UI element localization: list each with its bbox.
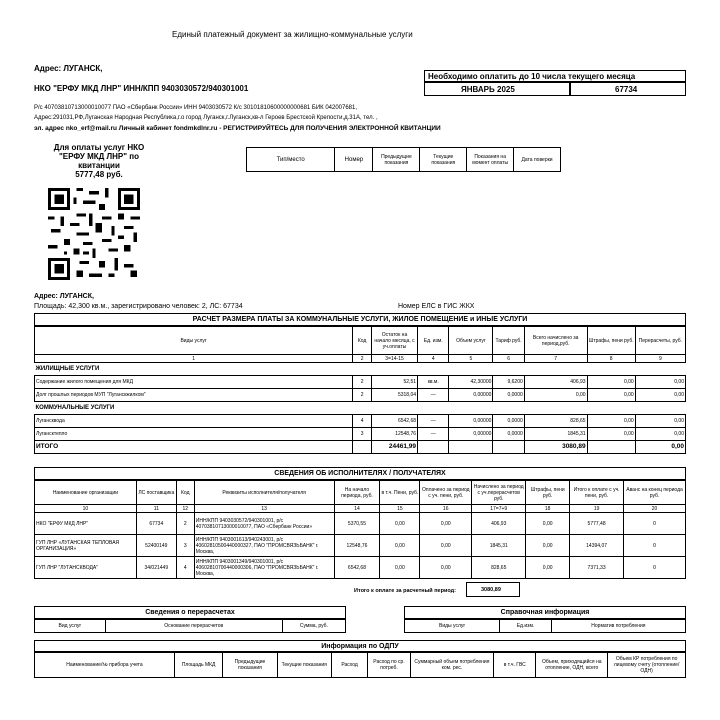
meters-header-cell: Текущие показания xyxy=(420,148,467,172)
pay-block-amount: 5777,48 руб. xyxy=(75,170,123,179)
exec-cell: 406,93 xyxy=(472,513,526,535)
exec-cell: 2 xyxy=(176,513,194,535)
exec-num-cell: 18 xyxy=(526,505,570,513)
odpu-header-cell: Расход xyxy=(331,653,367,678)
calc-cell: 828,65 xyxy=(524,415,587,428)
ref-table xyxy=(404,619,686,633)
exec-cell: ИНН/КПП 9403001349/940301001, р/с 40602810700440000306, ПАО "ПРОМСВЯЗЬБАНК" г. Москва, xyxy=(194,557,334,579)
exec-num-cell: 16 xyxy=(420,505,472,513)
exec-cell: 5777,48 xyxy=(570,513,624,535)
calc-header-row xyxy=(35,327,686,355)
calc-total-cell xyxy=(449,441,493,454)
pay-block-line2: "ЕРФУ МКД ЛНР" по xyxy=(58,152,139,161)
exec-header-cell: Реквизиты исполнителя/получателя xyxy=(194,481,334,505)
calc-cell: 0,00000 xyxy=(449,389,493,402)
calc-header-cell: Всего начислено за период,руб. xyxy=(524,327,587,355)
exec-header-cell: ЛС поставщика xyxy=(136,481,176,505)
pay-due-box xyxy=(424,70,686,82)
exec-cell: 67734 xyxy=(136,513,176,535)
exec-header-cell: Оплачено за период с уч. пени, руб. xyxy=(420,481,472,505)
ref-title-text: Справочная информация xyxy=(500,609,590,616)
exec-cell: 0,00 xyxy=(420,557,472,579)
calc-title-text: РАСЧЕТ РАЗМЕРА ПЛАТЫ ЗА КОММУНАЛЬНЫЕ УСЛУГИ, ЖИЛОЕ ПОМЕЩЕНИЕ и ИНЫЕ УСЛУГИ xyxy=(192,316,528,323)
calc-cell: — xyxy=(418,389,449,402)
recalc-header-cell: Сумма, руб. xyxy=(282,620,345,633)
calc-cell: 0,00 xyxy=(587,389,635,402)
recalc-table xyxy=(34,619,346,633)
odpu-header-cell: Суммарный объем потребления ком. рес. xyxy=(410,653,493,678)
calc-total-label: ИТОГО xyxy=(35,441,353,454)
calc-group-row xyxy=(35,363,686,376)
calc-header-cell: Штрафы, пени руб. xyxy=(587,327,635,355)
calc-num-cell: 9 xyxy=(635,355,685,363)
calc-num-cell: 1 xyxy=(35,355,353,363)
calc-cell: — xyxy=(418,415,449,428)
ref-header-cell: Норматив потребления xyxy=(551,620,685,633)
odpu-title-text: Информация по ОДПУ xyxy=(321,643,399,650)
calc-num-cell: 7 xyxy=(524,355,587,363)
exec-header-cell: На начало периода, руб. xyxy=(334,481,380,505)
org-line: НКО "ЕРФУ МКД ЛНР" ИНН/КПП 9403030572/940301001 xyxy=(34,84,249,93)
exec-cell: 5370,55 xyxy=(334,513,380,535)
exec-cell: 0,00 xyxy=(420,513,472,535)
account-box xyxy=(570,82,686,96)
ref-header-cell: Ед.изм. xyxy=(500,620,552,633)
exec-cell: ГУП ЛНР "ЛУГАНСКВОДА" xyxy=(35,557,137,579)
ref-title xyxy=(404,606,686,619)
exec-cell: 1845,31 xyxy=(472,535,526,557)
exec-table xyxy=(34,480,686,579)
calc-cell: 0,00000 xyxy=(449,415,493,428)
exec-num-cell: 17=7+9 xyxy=(472,505,526,513)
odpu-header-cell: Наименование/№ прибора учета xyxy=(35,653,175,678)
calc-num-cell: 3=14-15 xyxy=(372,355,418,363)
calc-header-cell: Тариф руб. xyxy=(493,327,524,355)
calc-total-cell xyxy=(587,441,635,454)
exec-header-row xyxy=(35,481,686,505)
calc-cell: 12548,76 xyxy=(372,428,418,441)
calc-header-cell: Виды услуг xyxy=(35,327,353,355)
account-number: 67734 xyxy=(615,85,638,94)
bank-details: Р/с 40703810713000010077 ПАО «Сбербанк России» ИНН 9403030572 К/с 30101810600000000681 БИК 042007681, xyxy=(34,105,358,111)
odpu-header-cell: Расход по ср. потреб. xyxy=(368,653,410,678)
exec-num-cell: 14 xyxy=(334,505,380,513)
calc-cell: 0,0000 xyxy=(493,415,524,428)
exec-cell: 828,65 xyxy=(472,557,526,579)
exec-num-cell: 10 xyxy=(35,505,137,513)
period-box xyxy=(424,82,570,96)
pay-block-line3: квитанции xyxy=(78,161,120,170)
doc-title: Единый платежный документ за жилищно-коммунальные услуги xyxy=(172,30,413,39)
calc-cell: 0,0000 xyxy=(493,428,524,441)
calc-cell: 0,00000 xyxy=(449,428,493,441)
recalc-header-cell: Вид услуг xyxy=(35,620,106,633)
recalc-title-text: Сведения о перерасчетах xyxy=(145,609,235,616)
calc-cell: 3 xyxy=(353,428,372,441)
calc-cell: 0,00 xyxy=(635,389,685,402)
exec-cell: 52400149 xyxy=(136,535,176,557)
calc-num-cell: 6 xyxy=(493,355,524,363)
exec-row xyxy=(35,513,686,535)
exec-total-label: Итого к оплате за расчетный период: xyxy=(354,588,456,594)
exec-cell: 12548,76 xyxy=(334,535,380,557)
exec-header-cell: в т.ч. Пени, руб. xyxy=(380,481,420,505)
exec-cell: 0,00 xyxy=(380,513,420,535)
exec-cell: 0,00 xyxy=(526,535,570,557)
calc-header-cell: Остаток на начало месяца, с уч.оплаты xyxy=(372,327,418,355)
exec-cell: ИНН/КПП 9403030572/940301001, р/с 40703810713000010077, ПАО «Сбербанк России» xyxy=(194,513,334,535)
calc-total-cell: 0,00 xyxy=(635,441,685,454)
exec-total-box xyxy=(466,582,520,597)
exec-num-cell: 19 xyxy=(570,505,624,513)
email-line: эл. адрес nko_erf@mail.ru Личный кабинет fondmkdlnr.ru - РЕГИСТРИРУЙТЕСЬ ДЛЯ ПОЛУЧЕНИЯ ЭЛЕКТРОННОЙ КВИТАНЦИИ xyxy=(34,125,441,132)
exec-num-cell: 12 xyxy=(176,505,194,513)
exec-header-cell: Аванс на конец периода руб. xyxy=(624,481,686,505)
calc-header-cell: Перерасчеты, руб. xyxy=(635,327,685,355)
calc-total-cell xyxy=(353,441,372,454)
calc-cell: 0,00 xyxy=(587,415,635,428)
calc-total-cell: 24461,99 xyxy=(372,441,418,454)
exec-cell: 7371,33 xyxy=(570,557,624,579)
exec-cell: 0 xyxy=(624,535,686,557)
ref-header-cell: Виды услуг xyxy=(405,620,500,633)
exec-cell: НКО "ЕРФУ МКД ЛНР" xyxy=(35,513,137,535)
calc-total-cell xyxy=(493,441,524,454)
calc-row xyxy=(35,415,686,428)
exec-cell: ИНН/КПП 9403001613/940243001, р/с 40602810500440000327, ПАО "ПРОМСВЯЗЬБАНК" г. Москва, xyxy=(194,535,334,557)
org-address: Адрес:291031,РФ,Луганская Народная Республика,г.о город Луганск,г.Луганск,кв-л Героев Брестской Крепости,д.31А, тел. , xyxy=(34,115,378,121)
odpu-header-cell: Объем КР потребления по лицевому счету (отопление/ОДН) xyxy=(608,653,686,678)
exec-total-value: 3080,89 xyxy=(481,587,501,593)
calc-cell: 4 xyxy=(353,415,372,428)
pay-block xyxy=(34,143,164,179)
meters-header-cell: Дата поверки xyxy=(514,148,561,172)
calc-cell: 406,93 xyxy=(524,376,587,389)
exec-cell: 0 xyxy=(624,557,686,579)
odpu-header-cell: Площадь МКД xyxy=(175,653,223,678)
exec-header-cell: Итого к оплате с уч. пени, руб. xyxy=(570,481,624,505)
calc-cell: 0,00 xyxy=(587,428,635,441)
pay-block-line1: Для оплаты услуг НКО xyxy=(53,143,145,152)
odpu-title xyxy=(34,640,686,652)
calc-total-cell: 3080,89 xyxy=(524,441,587,454)
address-label: Адрес: ЛУГАНСК, xyxy=(34,64,103,73)
calc-cell: 9,6200 xyxy=(493,376,524,389)
exec-num-cell: 15 xyxy=(380,505,420,513)
calc-group-housing: ЖИЛИЩНЫЕ УСЛУГИ xyxy=(35,363,686,376)
exec-row xyxy=(35,535,686,557)
exec-cell: 0,00 xyxy=(380,557,420,579)
exec-num-cell: 13 xyxy=(194,505,334,513)
calc-row xyxy=(35,389,686,402)
calc-num-cell: 5 xyxy=(449,355,493,363)
calc-total-row xyxy=(35,441,686,454)
exec-cell: 3 xyxy=(176,535,194,557)
calc-cell: — xyxy=(418,428,449,441)
calc-cell: 0,00 xyxy=(635,428,685,441)
exec-cell: ГУП ЛНР «ЛУГАНСКАЯ ТЕПЛОВАЯ ОРГАНИЗАЦИЯ» xyxy=(35,535,137,557)
calc-cell: 52,51 xyxy=(372,376,418,389)
period: ЯНВАРЬ 2025 xyxy=(461,85,515,94)
calc-cell: 6542,68 xyxy=(372,415,418,428)
exec-cell: 0,00 xyxy=(526,513,570,535)
exec-cell: 0,00 xyxy=(380,535,420,557)
odpu-header-cell: Текущие показания xyxy=(277,653,331,678)
exec-num-row xyxy=(35,505,686,513)
calc-cell: Лугансквода xyxy=(35,415,353,428)
calc-cell: Содержание жилого помещения для МКД xyxy=(35,376,353,389)
exec-header-cell: Код xyxy=(176,481,194,505)
exec-num-cell: 11 xyxy=(136,505,176,513)
calc-cell: 0,00 xyxy=(635,415,685,428)
exec-cell: 14394,07 xyxy=(570,535,624,557)
exec-cell: 4 xyxy=(176,557,194,579)
calc-cell: 2 xyxy=(353,376,372,389)
exec-cell: 6542,68 xyxy=(334,557,380,579)
odpu-header-cell: Объем, приходящийся на отопление, ОДН, всего xyxy=(536,653,608,678)
recalc-header-cell: Основание перерасчетов xyxy=(105,620,282,633)
calc-cell: 1845,31 xyxy=(524,428,587,441)
exec-cell: 34/021449 xyxy=(136,557,176,579)
exec-cell: 0 xyxy=(624,513,686,535)
address-2: Адрес: ЛУГАНСК, xyxy=(34,293,94,300)
calc-num-cell: 2 xyxy=(353,355,372,363)
calc-cell: Лугансктепло xyxy=(35,428,353,441)
calc-cell: 0,00 xyxy=(587,376,635,389)
calc-row xyxy=(35,428,686,441)
meters-header-cell: Показания на момент оплаты xyxy=(467,148,514,172)
exec-cell: 0,00 xyxy=(420,535,472,557)
pay-due: Необходимо оплатить до 10 числа текущего месяца xyxy=(428,72,636,81)
calc-group-row xyxy=(35,402,686,415)
exec-header-cell: Штрафы, пени руб. xyxy=(526,481,570,505)
meters-header-cell: Тип/место xyxy=(247,148,335,172)
recalc-title xyxy=(34,606,346,619)
calc-total-cell xyxy=(418,441,449,454)
area-line: Площадь: 42,300 кв.м., зарегистрировано человек: 2, ЛС: 67734 xyxy=(34,303,243,310)
calc-header-cell: Код xyxy=(353,327,372,355)
calc-table xyxy=(34,326,686,454)
calc-cell: кв.м. xyxy=(418,376,449,389)
meters-header-cell: Номер xyxy=(335,148,373,172)
calc-num-row xyxy=(35,355,686,363)
calc-cell: 2 xyxy=(353,389,372,402)
odpu-header-cell: в т.ч. ГВС xyxy=(494,653,536,678)
meters-table xyxy=(246,147,561,172)
exec-cell: 0,00 xyxy=(526,557,570,579)
odpu-header-cell: Предыдущие показания xyxy=(223,653,277,678)
qr-code xyxy=(48,188,140,280)
calc-title xyxy=(34,313,686,326)
exec-header-cell: Начислено за период с уч.перерасчетов руб. xyxy=(472,481,526,505)
exec-row xyxy=(35,557,686,579)
meters-header-cell: Предыдущие показания xyxy=(373,148,420,172)
exec-header-cell: Наименование организации xyxy=(35,481,137,505)
calc-header-cell: Ед. изм. xyxy=(418,327,449,355)
odpu-table xyxy=(34,652,686,678)
calc-cell: 0,00 xyxy=(524,389,587,402)
calc-cell: 0,0000 xyxy=(493,389,524,402)
calc-cell: 0,00 xyxy=(635,376,685,389)
exec-title xyxy=(34,467,686,480)
calc-cell: 42,30000 xyxy=(449,376,493,389)
calc-header-cell: Объем услуг xyxy=(449,327,493,355)
calc-cell: 5318,04 xyxy=(372,389,418,402)
calc-num-cell: 4 xyxy=(418,355,449,363)
calc-row xyxy=(35,376,686,389)
calc-cell: Долг прошлых периодов МУП "Луганскжилком" xyxy=(35,389,353,402)
exec-title-text: СВЕДЕНИЯ ОБ ИСПОЛНИТЕЛЯХ / ПОЛУЧАТЕЛЯХ xyxy=(274,470,446,477)
calc-num-cell: 8 xyxy=(587,355,635,363)
calc-group-utilities: КОММУНАЛЬНЫЕ УСЛУГИ xyxy=(35,402,686,415)
exec-num-cell: 20 xyxy=(624,505,686,513)
els-line: Номер ЕЛС в ГИС ЖКХ xyxy=(398,303,475,310)
